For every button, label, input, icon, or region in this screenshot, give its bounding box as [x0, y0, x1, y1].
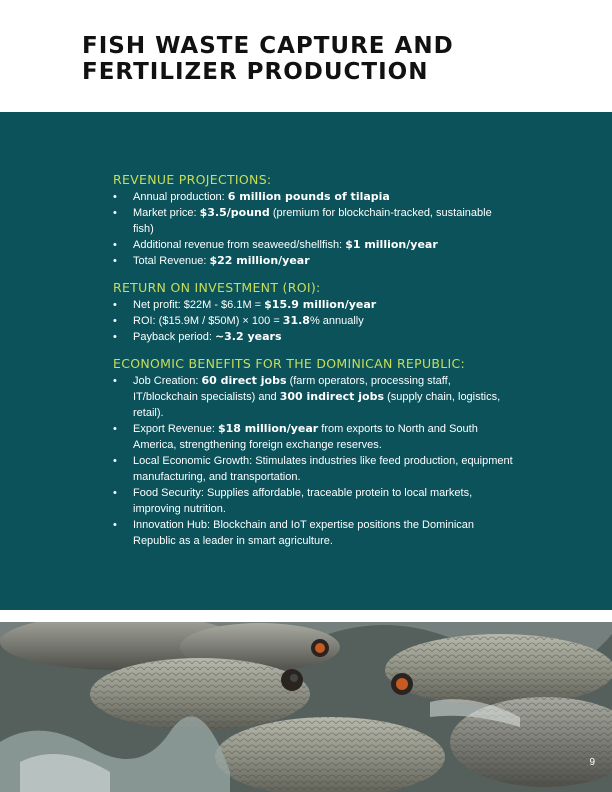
- list-item: • Local Economic Growth: Stimulates industries like feed production, equipment manufacturing, and transportation.: [113, 453, 513, 485]
- list-item: • Total Revenue: $22 million/year: [113, 253, 513, 269]
- list-item: • Payback period: ~3.2 years: [113, 329, 513, 345]
- page-title: [82, 33, 562, 85]
- revenue-heading: REVENUE PROJECTIONS:: [113, 172, 272, 187]
- title-line-1: FISH WASTE CAPTURE AND: [82, 33, 454, 59]
- list-item: • Net profit: $22M - $6.1M = $15.9 million/year: [113, 297, 513, 313]
- list-item: • ROI: ($15.9M / $50M) × 100 = 31.8% annually: [113, 313, 513, 329]
- benefits-list: [113, 373, 513, 549]
- list-item: • Export Revenue: $18 million/year from exports to North and South America, strengthening foreign exchange reserves.: [113, 421, 513, 453]
- list-item: • Food Security: Supplies affordable, traceable protein to local markets, improving nutrition.: [113, 485, 513, 517]
- benefits-section: [113, 355, 513, 549]
- page-number: 9: [589, 757, 595, 768]
- title-line-2: FERTILIZER PRODUCTION: [82, 59, 429, 85]
- revenue-list: [113, 189, 513, 269]
- benefits-heading: ECONOMIC BENEFITS FOR THE DOMINICAN REPUBLIC:: [113, 356, 466, 371]
- tilapia-photo: [0, 622, 612, 792]
- fish-illustration: [0, 622, 612, 792]
- roi-section: [113, 279, 513, 345]
- roi-list: [113, 297, 513, 345]
- list-item: • Innovation Hub: Blockchain and IoT expertise positions the Dominican Republic as a leader in smart agriculture.: [113, 517, 513, 549]
- roi-heading: RETURN ON INVESTMENT (ROI):: [113, 280, 321, 295]
- list-item: • Market price: $3.5/pound (premium for blockchain-tracked, sustainable fish): [113, 205, 513, 237]
- list-item: • Additional revenue from seaweed/shellfish: $1 million/year: [113, 237, 513, 253]
- content-body: [113, 171, 513, 559]
- revenue-section: [113, 171, 513, 269]
- list-item: • Annual production: 6 million pounds of tilapia: [113, 189, 513, 205]
- list-item: • Job Creation: 60 direct jobs (farm operators, processing staff, IT/blockchain specialists) and 300 indirect jobs (supply chain, logistics, retail).: [113, 373, 513, 421]
